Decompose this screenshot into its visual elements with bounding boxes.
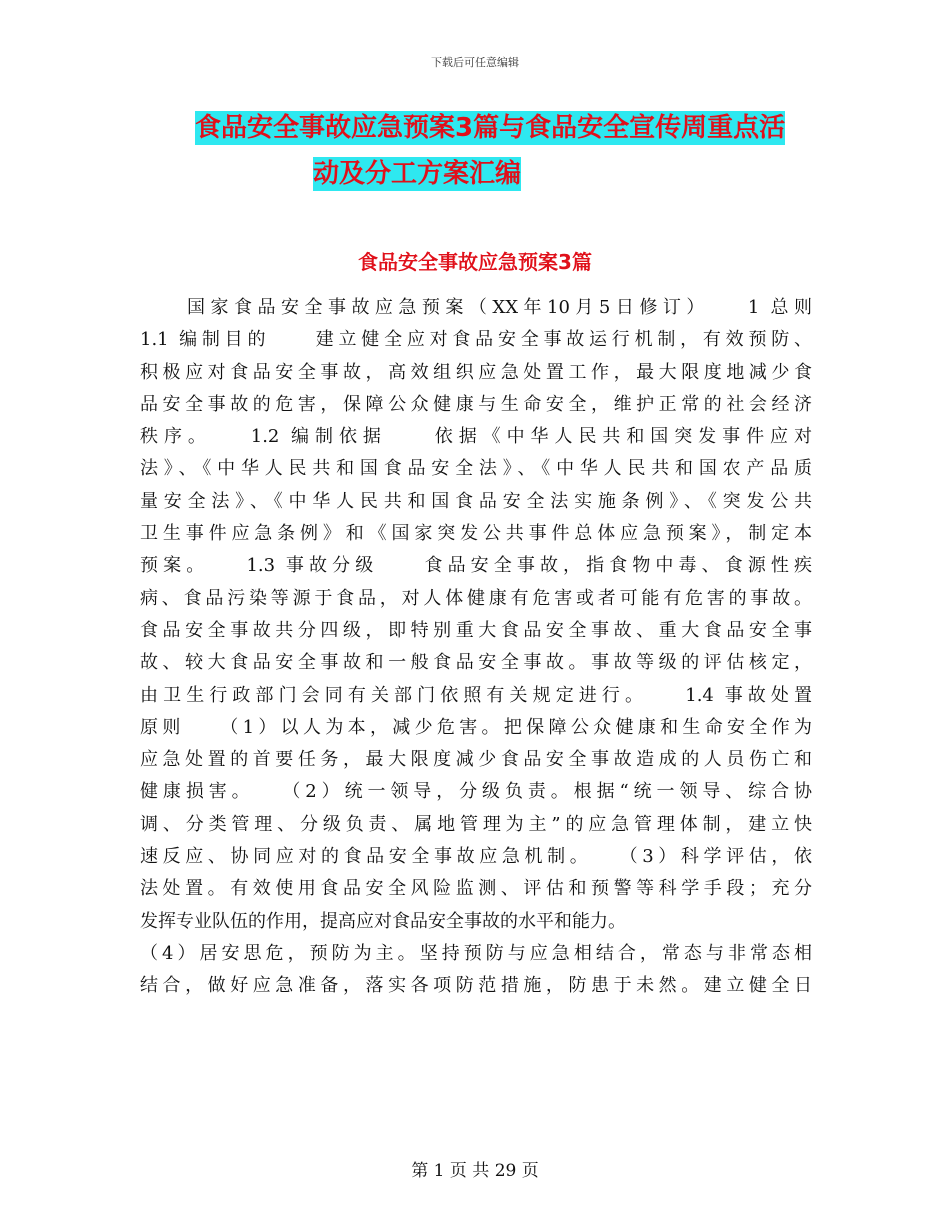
body-line: 预案。 1.3 事故分级 食品安全事故，指食物中毒、食源性疾 <box>140 555 812 577</box>
body-line: 调、分类管理、分级负责、属地管理为主”的应急管理体制，建立快 <box>140 813 812 835</box>
body-line: 健康损害。 （2）统一领导，分级负责。根据“统一领导、综合协 <box>140 781 812 803</box>
body-line: 秩序。 1.2 编制依据 依据《中华人民共和国突发事件应对 <box>140 426 812 448</box>
document-title <box>195 108 805 194</box>
body-line: 法》、《中华人民共和国食品安全法》、《中华人民共和国农产品质 <box>140 458 812 480</box>
body-line: 应急处置的首要任务，最大限度减少食品安全事故造成的人员伤亡和 <box>140 749 812 771</box>
section-title: 食品安全事故应急预案3篇 <box>358 250 592 274</box>
title-line-2 <box>313 154 805 194</box>
title-line-1 <box>195 108 805 148</box>
body-line: 国家食品安全事故应急预案（XX年10月5日修订） 1 总则 <box>140 297 812 318</box>
body-line: 病、食品污染等源于食品，对人体健康有危害或者可能有危害的事故。 <box>140 587 812 609</box>
body-line: 故、较大食品安全事故和一般食品安全事故。事故等级的评估核定， <box>140 652 812 674</box>
title-line-1-text: 食品安全事故应急预案3篇与食品安全宣传周重点活 <box>195 113 786 143</box>
body-line: 法处置。有效使用食品安全风险监测、评估和预警等科学手段；充分 <box>140 878 812 900</box>
body-line: 卫生事件应急条例》和《国家突发公共事件总体应急预案》，制定本 <box>140 523 812 545</box>
header-note: 下载后可任意编辑 <box>431 56 519 69</box>
body-line: 发挥专业队伍的作用，提高应对食品安全事故的水平和能力。 <box>140 910 626 932</box>
body-line: 品安全事故的危害，保障公众健康与生命安全，维护正常的社会经济 <box>140 393 812 415</box>
body-line: 速反应、协同应对的食品安全事故应急机制。 （3）科学评估，依 <box>140 846 812 868</box>
title-line-2-text: 动及分工方案汇编 <box>313 159 522 189</box>
body-line: 量安全法》、《中华人民共和国食品安全法实施条例》、《突发公共 <box>140 490 812 512</box>
body-line: 1.1 编制目的 建立健全应对食品安全事故运行机制，有效预防、 <box>140 329 812 351</box>
page-footer: 第 1 页 共 29 页 <box>411 1161 539 1181</box>
body-text <box>140 292 812 1003</box>
body-line: 积极应对食品安全事故，高效组织应急处置工作，最大限度地减少食 <box>140 361 812 383</box>
body-line: 原则 （1）以人为本，减少危害。把保障公众健康和生命安全作为 <box>140 716 812 738</box>
body-line: 结合，做好应急准备，落实各项防范措施，防患于未然。建立健全日 <box>140 975 812 997</box>
body-line: 由卫生行政部门会同有关部门依照有关规定进行。 1.4 事故处置 <box>140 684 812 706</box>
body-line: 食品安全事故共分四级，即特别重大食品安全事故、重大食品安全事 <box>140 619 812 641</box>
body-line: （4）居安思危，预防为主。坚持预防与应急相结合，常态与非常态相 <box>140 942 812 964</box>
